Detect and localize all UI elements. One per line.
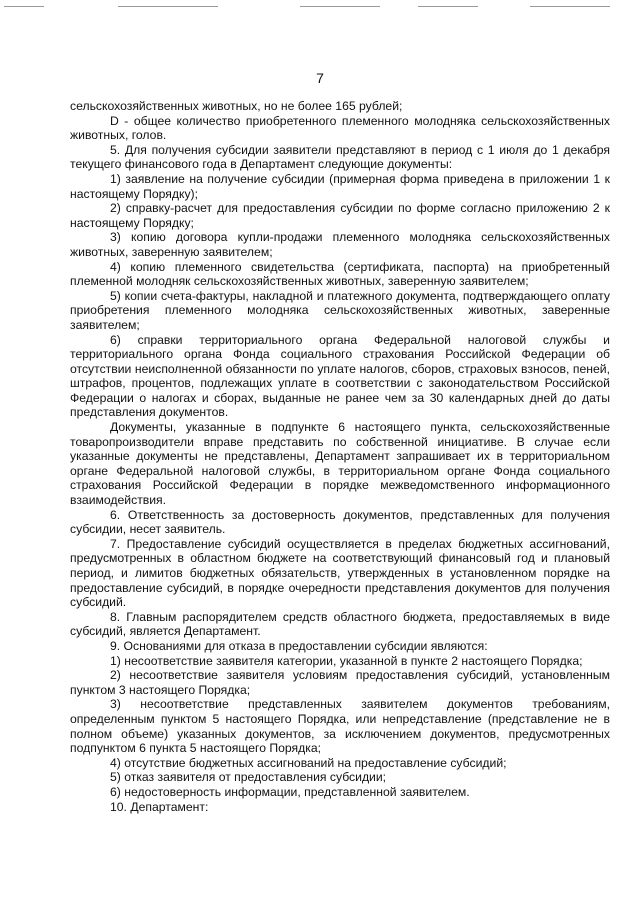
paragraph: 3) копию договора купли-продажи племенного молодняка сельскохозяйственных животных, заверенную заявителем;: [70, 230, 610, 259]
paragraph: 5) копии счета-фактуры, накладной и платежного документа, подтверждающего оплату приобретения племенного молодняка сельскохозяйственных животных, заверенные заявителем;: [70, 288, 610, 332]
paragraph: 6) справки территориального органа Федеральной налоговой службы и территориального органа Фонда социального страхования Российской Федерации об отсутствии неисполненной обязанности по уплате налогов, сборов, страховых взносов, пеней, штрафов, процентов, подлежащих уплате в соответствии с законодательством Российской Федерации о налогах и сборах, выданные не ранее чем за 30 календарных дней до даты представления документов.: [70, 332, 610, 420]
paragraph: D - общее количество приобретенного племенного молодняка сельскохозяйственных животных, голов.: [70, 113, 610, 143]
paragraph: 3) несоответствие представленных заявителем документов требованиям, определенным пунктом 5 настоящего Порядка, или непредставление (представление не в полном объеме) указанных документов, за исключением документов, предусмотренных подпунктом 6 пункта 5 настоящего Порядка;: [70, 697, 610, 756]
scan-artifact-marks: [0, 6, 640, 10]
paragraph: 5. Для получения субсидии заявители представляют в период с 1 июля до 1 декабря текущего финансового года в Департамент следующие документы:: [70, 142, 610, 172]
paragraph: 2) несоответствие заявителя условиям предоставления субсидий, установленным пунктом 3 настоящего Порядка;: [70, 668, 610, 697]
paragraph: Документы, указанные в подпункте 6 настоящего пункта, сельскохозяйственные товаропроизводители вправе представить по собственной инициативе. В случае если указанные документы не представлены, Департамент запрашивает их в территориальном органе Федеральной налоговой службы, в территориальном органе Фонда социального страхования Российской Федерации в порядке межведомственного информационного взаимодействия.: [70, 420, 610, 508]
paragraph: сельскохозяйственных животных, но не более 165 рублей;: [70, 99, 403, 113]
paragraph: 1) несоответствие заявителя категории, указанной в пункте 2 настоящего Порядка;: [110, 653, 583, 668]
paragraph: 6) недостоверность информации, представленной заявителем.: [110, 784, 470, 799]
paragraph: 6. Ответственность за достоверность документов, представленных для получения субсидии, несет заявитель.: [70, 507, 610, 537]
paragraph: 8. Главным распорядителем средств областного бюджета, предоставляемых в виде субсидий, является Департамент.: [70, 609, 610, 639]
paragraph: 5) отказ заявителя от предоставления субсидии;: [110, 770, 387, 785]
paragraph: 1) заявление на получение субсидии (примерная форма приведена в приложении 1 к настоящему Порядку);: [70, 171, 610, 201]
paragraph: 4) отсутствие бюджетных ассигнований на предоставление субсидий;: [110, 755, 507, 770]
paragraph: 10. Департамент:: [110, 799, 209, 814]
document-body: [70, 99, 610, 814]
paragraph: 4) копию племенного свидетельства (сертификата, паспорта) на приобретенный племенной молодняк сельскохозяйственных животных, заверенную заявителем;: [70, 259, 610, 289]
page-number: 7: [316, 70, 324, 86]
paragraph: 7. Предоставление субсидий осуществляется в пределах бюджетных ассигнований, предусмотренных в областном бюджете на соответствующий финансовый год и плановый период, и лимитов бюджетных обязательств, утвержденных в установленном порядке на предоставление субсидий, в порядке очередности представления документов для получения субсидий.: [70, 536, 610, 610]
paragraph: 9. Основаниями для отказа в предоставлении субсидии являются:: [110, 638, 488, 653]
paragraph: 2) справку-расчет для предоставления субсидии по форме согласно приложению 2 к настоящему Порядку;: [70, 201, 610, 230]
